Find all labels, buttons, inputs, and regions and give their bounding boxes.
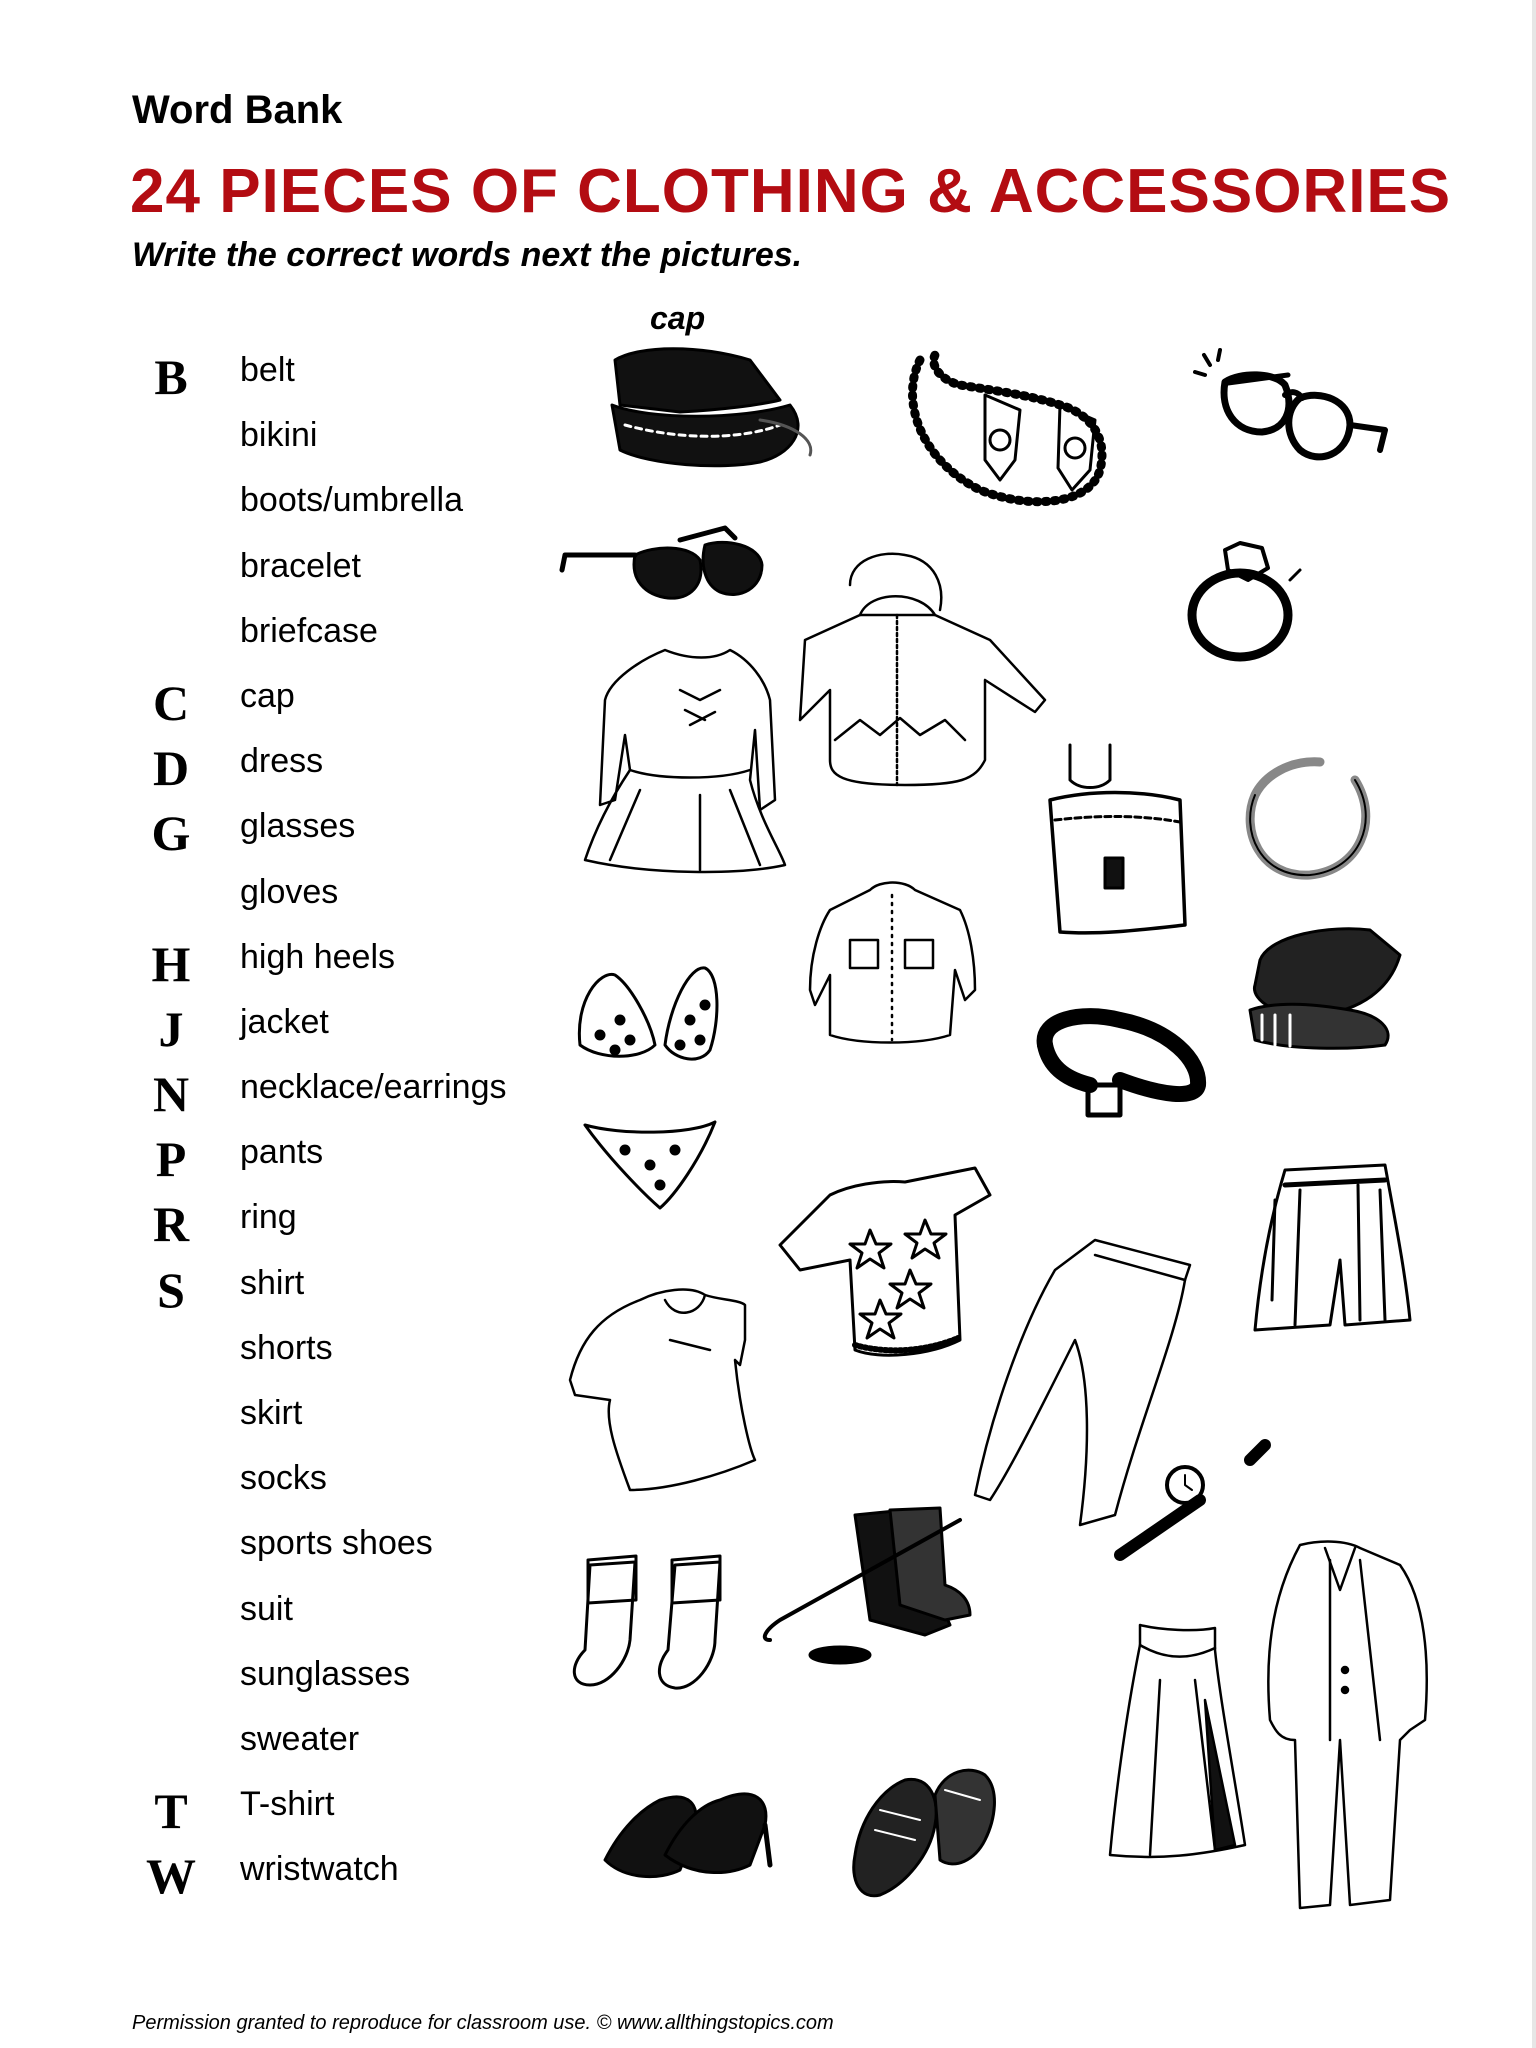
word: T-shirt [240,1785,335,1824]
word: jacket [240,1002,329,1041]
necklace-earrings-picture [913,355,1102,502]
pants-picture [975,1240,1190,1525]
word: boots/umbrella [240,481,464,520]
word: gloves [240,872,339,911]
word: cap [240,676,295,715]
title-number: 24 [130,157,201,226]
title-text: PIECES OF CLOTHING & ACCESSORIES [200,157,1452,226]
copyright-footer: Permission granted to reproduce for classroom use. © www.allthingstopics.com [132,2012,834,2034]
word: belt [240,351,295,389]
socks-picture [574,1556,720,1688]
sunglasses-picture [562,528,762,598]
letter-heading: R [152,1196,190,1253]
word: shirt [240,1263,305,1302]
bikini-top-picture [579,968,717,1059]
word: high heels [240,937,396,976]
cap-picture [612,349,811,466]
gloves-picture [1250,929,1400,1049]
letter-heading: W [146,1848,196,1905]
briefcase-picture [1050,745,1185,933]
suit-picture [1268,1542,1426,1908]
sports-shoes-picture [854,1770,995,1896]
jacket-picture [800,554,1045,785]
letter-heading: N [152,1066,190,1123]
ring-picture [1192,543,1300,657]
sweater-picture [780,1168,990,1355]
word: shorts [240,1328,333,1367]
letter-heading: B [154,349,188,405]
letter-heading: T [154,1783,188,1840]
word: bracelet [240,546,361,585]
word: skirt [240,1394,303,1432]
bracelet-picture [1250,762,1366,875]
word-bank-heading: Word Bank [132,88,343,132]
word: glasses [240,807,356,846]
word: necklace/earrings [240,1068,507,1107]
t-shirt-picture [570,1290,755,1490]
instruction: Write the correct words next the pictures. [132,236,803,274]
word: wristwatch [240,1850,399,1889]
word: ring [240,1198,297,1237]
shirt-picture [810,883,975,1043]
word: sports shoes [240,1524,433,1563]
letter-heading: H [151,935,191,992]
word: briefcase [240,611,378,650]
bikini-bottom-picture [585,1122,715,1208]
word: pants [240,1133,324,1172]
word: sweater [240,1719,360,1758]
letter-heading: D [152,740,190,797]
high-heels-picture [605,1794,770,1877]
example-answer: cap [650,300,706,336]
word: sunglasses [240,1654,411,1693]
wristwatch-picture [1120,1445,1265,1555]
skirt-picture [1110,1625,1245,1857]
letter-heading: C [152,674,190,731]
letter-heading: J [158,1000,184,1057]
word: dress [240,742,324,781]
word: bikini [240,416,318,455]
boots-umbrella-picture [765,1508,970,1663]
belt-picture [1045,1016,1199,1115]
word: suit [240,1589,293,1628]
letter-heading: S [157,1261,185,1318]
dress-picture [585,650,785,872]
glasses-picture [1195,350,1385,457]
word: socks [240,1459,327,1498]
shorts-picture [1255,1165,1410,1330]
letter-heading: G [151,805,191,862]
letter-heading: P [155,1131,187,1188]
